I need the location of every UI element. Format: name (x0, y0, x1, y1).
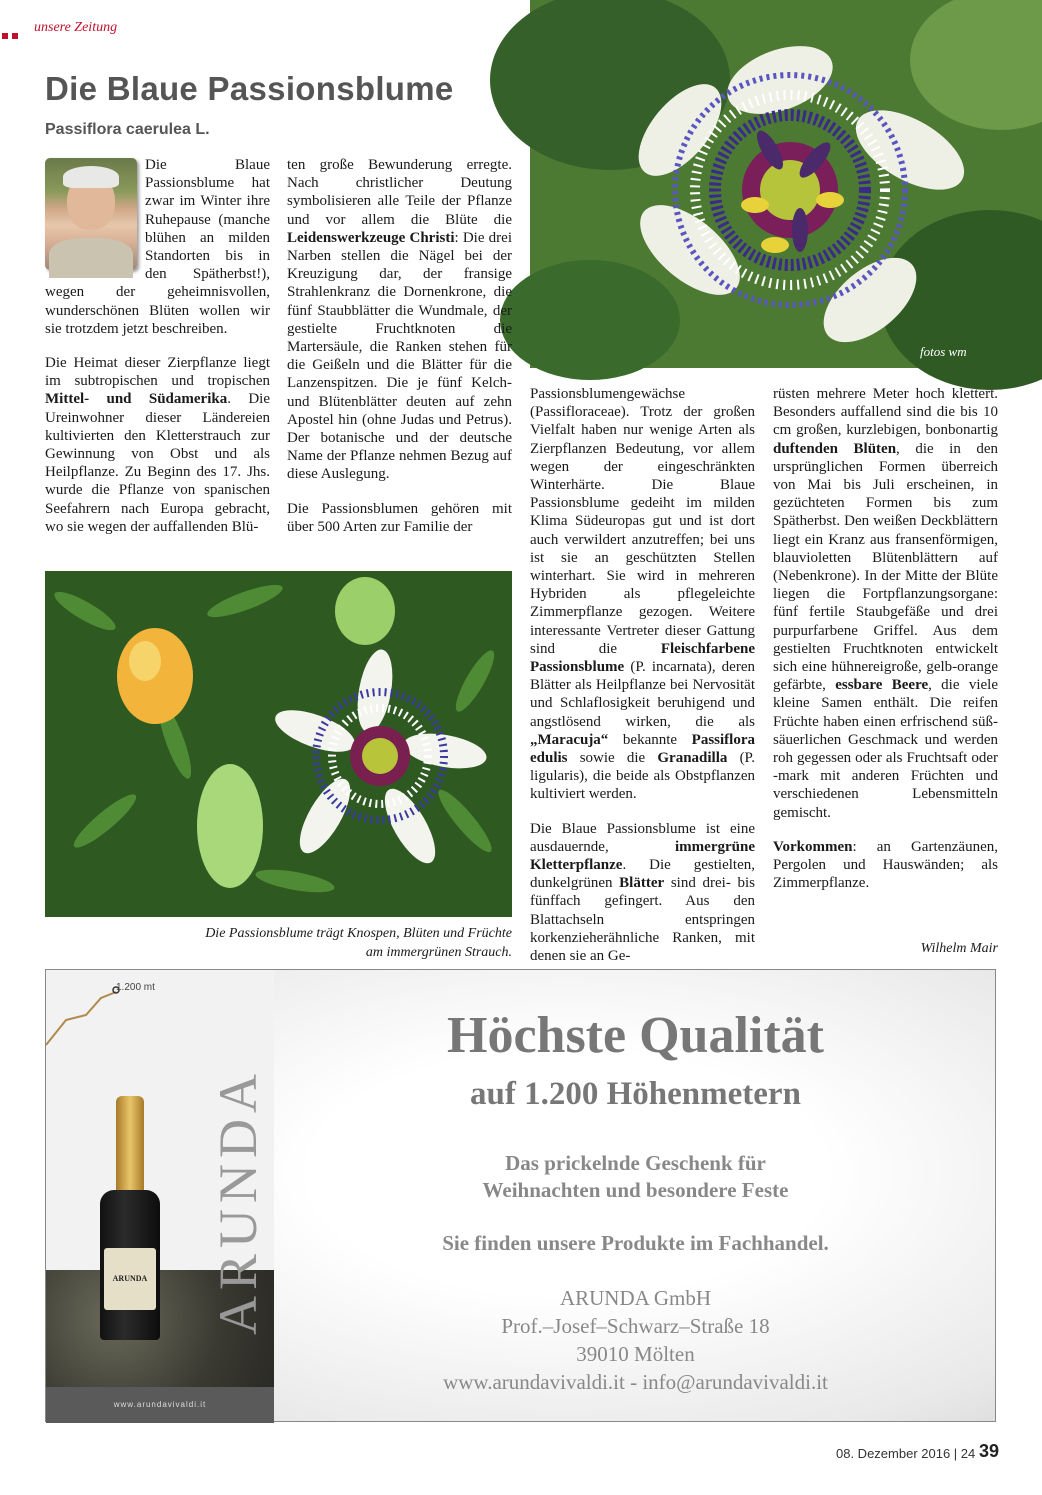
ad-gift-text: Das prickelnde Geschenk für Weihnachten und besondere Feste (482, 1151, 789, 1202)
ad-headline: Höchste Qualität (447, 1007, 824, 1064)
column-3 (530, 385, 755, 981)
column-4 (773, 385, 998, 908)
ad-retail-text: Sie finden unsere Produkte im Fachhandel. (442, 1231, 829, 1255)
page-number: 39 (979, 1441, 1000, 1461)
article-subtitle: Passiflora caerulea L. (45, 121, 210, 138)
ad-brand-vertical-text: ARUNDA (208, 1067, 268, 1335)
col4-para1: rüsten mehrere Meter hoch klettert. Besonders auffallend sind die bis 10 cm großen, kurzlebigen, bonbonartig duftenden Blüten, die in den ursprünglichen Formen überreich von Mai bis Juli erscheinen, in gezüchteten Formen bis zum Spätherbst. Den weißen Deckblättern liegt ein Kranz aus fransenförmigen, blauvioletten Blütenblättern auf (Nebenkrone). In der Mitte der Blüte liegen die Fortpflanzungsorgane: fünf fertile Staubgefäße und drei purpurfarbene Griffel. Aus dem gestielten Fruchtknoten entwickelt sich eine hühnereigroße, gelb-orange gefärbte, essbare Beere, die viele kleine Samen enthält. Die reifen Früchte haben einen erfrischend süß-säuerlichen Geschmack und werden roh gegessen oder als Fruchtsaft oder -mark mit anderen Früchten und verschiedenen Lebensmitteln gemischt. (773, 386, 998, 821)
footer-date: 08. Dezember 2016 | 24 (836, 1446, 976, 1461)
column-2 (287, 156, 512, 552)
bottle-label: ARUNDA (104, 1248, 156, 1310)
col2-para1: ten große Bewunderung erregte. Nach christlicher Deutung symbolisieren alle Teile der Pflanze und vor allem die Blüte die Leidenswerkzeuge Christi: Die drei Narben stellen die Nägel bei der Kreuzigung dar, der fransige Strahlenkranz die Dornenkrone, die fünf Staubblätter die Wundmale, der gestielte Fruchtknoten die Martersäule, die Ranken stehen für die Geißeln und die Blätter für die Lanzenspitzen. Die je fünf Kelch- und Blütenblätter deuten auf zehn Apostel hin (ohne Judas und Petrus). Der botanische und der deutsche Name der Pflanze nehmen Bezug auf diese Auslegung. (287, 157, 512, 483)
ad-website-strip: www.arundavivaldi.it (46, 1387, 274, 1423)
photo-credit: fotos wm (920, 344, 967, 359)
ad-contact-link[interactable]: www.arundavivaldi.it - info@arundavivaldi.it (443, 1370, 828, 1394)
col1-para2: Die Heimat dieser Zierpflanze liegt im subtropischen und tropischen Mittel- und Südamerika. Die Ureinwohner dieser Ländereien kultivierten den Kletterstrauch zur Gewinnung von Obst und als Heilpflanze. Zu Beginn des 17. Jhs. wurde die Pflanze von spanischen Seefahrern nach Europa gebracht, wo sie wegen der auffallenden Blü- (45, 355, 270, 535)
ad-bottle-panel (46, 970, 274, 1423)
publication-name: unsere Zeitung (34, 20, 118, 35)
col4-para2: Vorkommen: an Gartenzäunen, Pergolen und Hauswänden; als Zimmerpflanze. (773, 838, 998, 892)
ad-address: ARUNDA GmbH Prof.–Josef–Schwarz–Straße 18 39010 Mölten www.arundavivaldi.it - info@arundavivaldi.it (274, 1284, 997, 1396)
ad-brand-vertical (208, 980, 276, 1340)
article-title: Die Blaue Passionsblume (45, 70, 454, 107)
arunda-advertisement[interactable] (45, 969, 996, 1422)
col1-para1: Die Blaue Passionsblume hat zwar im Winter ihre Ruhepause (manche blühen an milden Standorten bis in den Spätherbst!), wegen der geheimnisvollen, wunderschönen Blüten wollen wir sie trotzdem jetzt beschreiben. (45, 157, 270, 337)
col3-para1: Passionsblumengewächse (Passifloraceae). Trotz der großen Vielfalt haben nur wenige Arten als Zierpflanzen Bedeutung, vor allem wegen der eingeschränkten Winterhärte. Die Blaue Passionsblume gedeiht im milden Klima Südeuropas gut und ist dort auch verwildert anzutreffen; bei uns ist sie an geschützten Stellen winterhart. Sie wird in mehreren Hybriden als pflegeleichte Zimmerpflanze gezogen. Weitere interessante Vertreter dieser Gattung sind die Fleischfarbene Passionsblume (P. incarnata), deren Blätter als Heilpflanze bei Nervosität und Schlaflosigkeit beruhigend und angstlösend wirken, die als „Maracuja“ bekannte Passiflora edulis sowie die Granadilla (P. ligularis), die beide als Obstpflanzen kultiviert werden. (530, 386, 755, 803)
col3-para2: Die Blaue Passionsblume ist eine ausdauernde, immergrüne Kletterpflanze. Die gestielten, dunkelgrünen Blätter sind drei- bis fünffach gefingert. Aus den Blattachseln entspringen korkenzieherähnliche Ranken, mit denen sie an Ge- (530, 820, 755, 965)
passionflower-photo-top (530, 0, 1042, 368)
header-dots (2, 26, 22, 44)
column-1 (45, 156, 270, 552)
photo-caption: Die Passionsblume trägt Knospen, Blüten und Früchte am immergrünen Strauch. (205, 926, 512, 960)
passionflower-photo-bush (45, 571, 512, 917)
ad-altitude: 1.200 mt (116, 982, 155, 993)
ad-subheadline: auf 1.200 Höhenmetern (470, 1076, 801, 1112)
article-author: Wilhelm Mair (920, 941, 998, 956)
col2-para2: Die Passionsblumen gehören mit über 500 Arten zur Familie der (287, 500, 512, 535)
